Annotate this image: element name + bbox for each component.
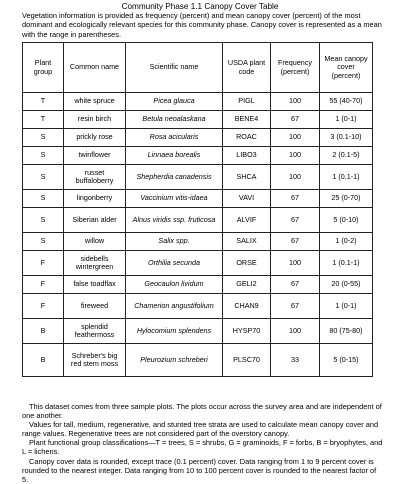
cell-common-name: false toadflax [64, 276, 126, 294]
cell-common-name: russet buffaloberry [64, 165, 126, 190]
cell-usda-code: ALVIF [223, 208, 271, 233]
table-row [23, 208, 373, 233]
table-row [23, 233, 373, 251]
cell-frequency: 67 [271, 276, 320, 294]
table-row [23, 129, 373, 147]
cell-common-name: prickly rose [64, 129, 126, 147]
table-row [23, 344, 373, 377]
table-row [23, 251, 373, 276]
cell-scientific-name: Orthilia secunda [126, 251, 223, 276]
header-frequency: Frequency (percent) [271, 43, 320, 93]
cell-common-name: fireweed [64, 294, 126, 319]
cell-usda-code: HYSP70 [223, 319, 271, 344]
cell-usda-code: BENE4 [223, 111, 271, 129]
cell-frequency: 100 [271, 319, 320, 344]
table-row [23, 165, 373, 190]
cell-usda-code: SHCA [223, 165, 271, 190]
cell-scientific-name: Betula neoalaskana [126, 111, 223, 129]
canopy-cover-table [22, 42, 373, 377]
cell-usda-code: VAVI [223, 190, 271, 208]
cell-plant-group: F [23, 294, 64, 319]
cell-plant-group: F [23, 276, 64, 294]
header-usda-code: USDA plant code [223, 43, 271, 93]
cell-mean-cover: 25 (0-70) [320, 190, 373, 208]
table-row [23, 93, 373, 111]
cell-scientific-name: Linnaea borealis [126, 147, 223, 165]
cell-frequency: 33 [271, 344, 320, 377]
header-scientific-name: Scientific name [126, 43, 223, 93]
cell-mean-cover: 3 (0.1-10) [320, 129, 373, 147]
note-paragraph: Plant functional group classifications—T = trees, S = shrubs, G = graminoids, F = forbs, B = bryophytes, and L = lichens. [22, 438, 383, 457]
header-mean-cover: Mean canopy cover (percent) [320, 43, 373, 93]
cell-mean-cover: 1 (0-2) [320, 233, 373, 251]
cell-frequency: 67 [271, 190, 320, 208]
cell-common-name: Siberian alder [64, 208, 126, 233]
header-plant-group: Plant group [23, 43, 64, 93]
cell-common-name: lingonberry [64, 190, 126, 208]
cell-scientific-name: Vaccinium vitis-idaea [126, 190, 223, 208]
cell-frequency: 100 [271, 93, 320, 111]
cell-mean-cover: 20 (0-55) [320, 276, 373, 294]
notes-section [22, 402, 384, 484]
cell-usda-code: GELI2 [223, 276, 271, 294]
cell-mean-cover: 1 (0.1-1) [320, 251, 373, 276]
cell-scientific-name: Salix spp. [126, 233, 223, 251]
cell-mean-cover: 1 (0-1) [320, 111, 373, 129]
cell-scientific-name: Hylocomium splendens [126, 319, 223, 344]
cell-usda-code: PIGL [223, 93, 271, 111]
table-row [23, 276, 373, 294]
table-row [23, 294, 373, 319]
cell-common-name: twinflower [64, 147, 126, 165]
cell-scientific-name: Picea glauca [126, 93, 223, 111]
cell-plant-group: S [23, 233, 64, 251]
cell-plant-group: T [23, 111, 64, 129]
header-common-name: Common name [64, 43, 126, 93]
cell-plant-group: B [23, 319, 64, 344]
table-header-row [23, 43, 373, 93]
table-row [23, 190, 373, 208]
table-row [23, 319, 373, 344]
cell-scientific-name: Geocaulon lividum [126, 276, 223, 294]
cell-plant-group: F [23, 251, 64, 276]
cell-frequency: 67 [271, 294, 320, 319]
cell-usda-code: CHAN9 [223, 294, 271, 319]
table-row [23, 147, 373, 165]
cell-frequency: 67 [271, 208, 320, 233]
cell-scientific-name: Chamerion angustifolium [126, 294, 223, 319]
cell-scientific-name: Shepherdia canadensis [126, 165, 223, 190]
cell-scientific-name: Alnus viridis ssp. fruticosa [126, 208, 223, 233]
cell-common-name: white spruce [64, 93, 126, 111]
cell-mean-cover: 55 (40-70) [320, 93, 373, 111]
cell-frequency: 100 [271, 147, 320, 165]
intro-paragraph: Vegetation information is provided as frequency (percent) and mean canopy cover (percent) of the most dominant and ecologically relevant species for this community phase. Canopy cover is represented as a mean with the range in parentheses. [22, 11, 382, 39]
cell-usda-code: ORSE [223, 251, 271, 276]
cell-frequency: 100 [271, 129, 320, 147]
cell-frequency: 67 [271, 111, 320, 129]
cell-scientific-name: Pleurozium schreberi [126, 344, 223, 377]
cell-mean-cover: 1 (0-1) [320, 294, 373, 319]
cell-usda-code: SALIX [223, 233, 271, 251]
cell-plant-group: B [23, 344, 64, 377]
cell-plant-group: S [23, 147, 64, 165]
cell-usda-code: LIBO3 [223, 147, 271, 165]
cell-common-name: Schreber's big red stem moss [64, 344, 126, 377]
cell-plant-group: S [23, 190, 64, 208]
note-paragraph: Canopy cover data is rounded, except trace (0.1 percent) cover. Data ranging from 1 to 9 percent cover is rounded to the nearest integer. Data ranging from 10 to 100 percent cover is rounded to the nearest factor of 5. [22, 456, 377, 484]
cell-usda-code: ROAC [223, 129, 271, 147]
cell-frequency: 67 [271, 233, 320, 251]
cell-scientific-name: Rosa acicularis [126, 129, 223, 147]
table-row [23, 111, 373, 129]
cell-plant-group: S [23, 208, 64, 233]
cell-common-name: splendid feathermoss [64, 319, 126, 344]
cell-usda-code: PLSC70 [223, 344, 271, 377]
document-title: Community Phase 1.1 Canopy Cover Table [121, 2, 279, 11]
cell-mean-cover: 2 (0.1-5) [320, 147, 373, 165]
cell-common-name: willow [64, 233, 126, 251]
cell-common-name: sidebells wintergreen [64, 251, 126, 276]
cell-frequency: 100 [271, 251, 320, 276]
cell-frequency: 100 [271, 165, 320, 190]
cell-plant-group: S [23, 165, 64, 190]
cell-plant-group: T [23, 93, 64, 111]
cell-mean-cover: 5 (0-10) [320, 208, 373, 233]
note-paragraph: This dataset comes from three sample plots. The plots occur across the survey area and are independent of one another. [22, 402, 382, 421]
note-paragraph: Values for tall, medium, regenerative, and stunted tree strata are used to calculate mean canopy cover and range values. Regenerative trees are not considered part of the overstory canopy. [22, 420, 379, 439]
cell-mean-cover: 5 (0-15) [320, 344, 373, 377]
cell-plant-group: S [23, 129, 64, 147]
cell-mean-cover: 1 (0.1-1) [320, 165, 373, 190]
cell-mean-cover: 80 (75-80) [320, 319, 373, 344]
cell-common-name: resin birch [64, 111, 126, 129]
